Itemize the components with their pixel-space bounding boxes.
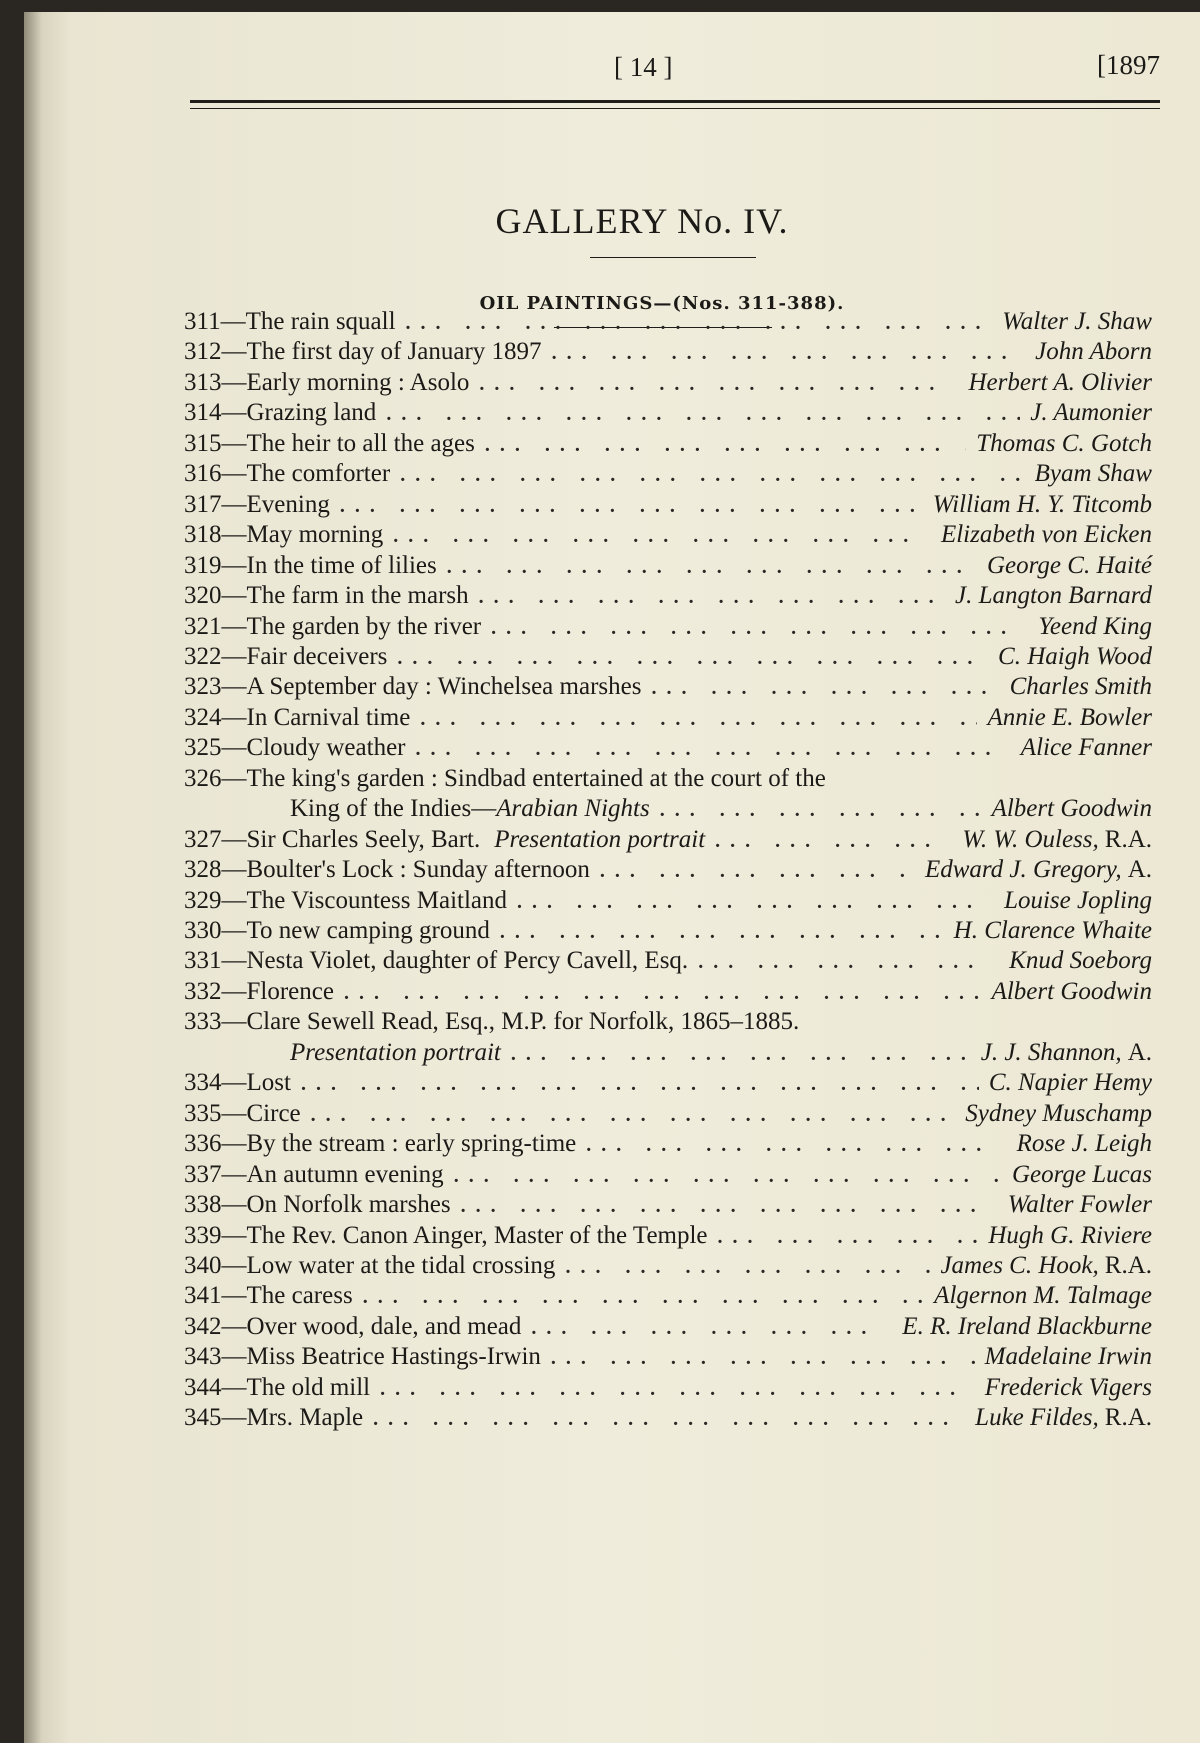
artist-name: Walter J. Shaw [1002,308,1152,335]
leader-dots [380,1378,975,1401]
artist-name: H. Clarence Whaite [953,917,1152,944]
entry-number: 334 [184,1069,222,1097]
artist-name: William H. Y. Titcomb [932,490,1152,518]
entry-title: Clare Sewell Read, Esq., M.P. for Norfolk, 1865–1885. [246,1008,800,1036]
entry-number: 317 [184,490,222,518]
artist-name: Albert Goodwin [991,795,1152,823]
entry-title: The Rev. Canon Ainger, Master of the Temple [246,1221,708,1249]
leader-dots [454,1165,1002,1188]
entry-title: The comforter [246,460,391,488]
entry-title: Early morning : Asolo [246,368,470,396]
leader-dots [344,982,982,1005]
leader-dots [393,525,931,548]
entry-number: 323 [184,673,222,701]
artist-name: Yeend King [1038,612,1152,640]
artist-honour: A. [1127,1038,1152,1066]
leader-dots [461,1195,998,1218]
entry-dash: — [221,1404,247,1432]
entry-number: 333 [184,1008,222,1036]
catalogue-entry [290,795,1152,829]
entry-title: Lost [246,1069,291,1097]
entry-dash: — [221,947,247,975]
entry-title-note: Arabian Nights [496,795,650,823]
artist-honour: R.A. [1104,825,1152,853]
artist-name: Alice Fanner [1020,734,1152,762]
leader-dots [415,738,1010,761]
catalogue-entry [184,1008,1152,1042]
entry-title-note: Presentation portrait [494,825,706,853]
artist-name: Rose J. Leigh [1016,1130,1152,1158]
entry-title: In Carnival time [246,703,411,731]
catalogue-entry [184,521,1152,555]
catalogue-entry [184,1343,1152,1377]
entry-number: 345 [184,1404,222,1432]
artist-name: Charles Smith [1009,673,1152,701]
entry-dash: — [221,1008,247,1036]
entry-number: 312 [184,338,222,366]
leader-dots [586,1134,1006,1157]
artist-name: W. W. Ouless, [962,825,1099,853]
entry-number: 311 [184,308,221,335]
leader-dots [565,1256,930,1279]
catalogue-list [24,12,1200,1743]
leader-dots [397,647,988,670]
catalogue-entry [184,308,1152,342]
leader-dots [552,342,1026,365]
entry-number: 319 [184,551,222,579]
entry-number: 322 [184,643,222,670]
entry-title: The heir to all the ages [246,429,475,457]
entry-dash: — [221,521,247,549]
entry-number: 324 [184,703,222,731]
entry-dash: — [221,490,247,518]
entry-dash: — [221,460,247,488]
entry-title: The first day of January 1897 [246,338,542,366]
entry-dash: — [221,368,247,396]
entry-dash: — [220,308,246,335]
catalogue-entry [184,826,1152,860]
entry-number: 344 [184,1373,222,1401]
entry-number: 331 [184,947,222,975]
artist-name: James C. Hook, [940,1251,1099,1279]
entry-number: 342 [184,1312,222,1340]
artist-name: Luke Fildes, [975,1404,1099,1432]
entry-title-continued: King of the Indies— [290,795,497,823]
artist-name: Herbert A. Olivier [968,368,1152,396]
entry-title: To new camping ground [246,917,490,944]
entry-title: Miss Beatrice Hastings-Irwin [246,1343,541,1371]
leader-dots [386,403,1020,426]
leader-dots [715,830,952,853]
entry-title: The farm in the marsh [246,582,469,609]
artist-name: Elizabeth von Eicken [940,521,1152,549]
catalogue-entry [184,734,1152,768]
leader-dots [660,799,982,822]
entry-number: 341 [184,1282,222,1310]
artist-name: Sydney Muschamp [965,1099,1152,1127]
catalogue-entry [184,1130,1152,1164]
leader-dots [373,1408,965,1431]
artist-name: C. Napier Hemy [988,1069,1152,1097]
catalogue-entry [184,1069,1152,1103]
entry-title: Boulter's Lock : Sunday afternoon [246,856,590,884]
leader-dots [551,1347,975,1370]
artist-name: Byam Shaw [1034,460,1152,488]
leader-dots [651,677,999,700]
catalogue-entry [184,460,1152,494]
entry-title: Florence [246,977,334,1005]
catalogue-entry [184,673,1152,707]
entry-number: 343 [184,1343,222,1371]
leader-dots [311,1104,956,1127]
entry-number: 313 [184,368,222,396]
artist-honour: R.A. [1104,1251,1152,1279]
catalogue-entry [184,491,1152,525]
entry-title: Mrs. Maple [246,1404,364,1432]
catalogue-entry [184,369,1152,403]
entry-title: Fair deceivers [246,643,388,670]
entry-dash: — [221,856,247,884]
entry-number: 325 [184,734,222,762]
entry-title: The old mill [246,1373,371,1401]
catalogue-entry [184,552,1152,586]
catalogue-entry [184,1282,1152,1316]
catalogue-entry [184,613,1152,647]
entry-dash: — [221,977,247,1005]
artist-name: Annie E. Bowler [987,703,1152,731]
entry-dash: — [221,1282,247,1310]
artist-name: Walter Fowler [1007,1191,1152,1218]
entry-title: The rain squall [245,308,396,335]
entry-number: 328 [184,856,222,884]
catalogue-entry [184,1374,1152,1408]
entry-number: 315 [184,429,222,457]
artist-name: George Lucas [1011,1160,1152,1188]
entry-title: Evening [246,490,330,518]
entry-title: Low water at the tidal crossing [246,1251,556,1279]
artist-name: Edward J. Gregory, [924,856,1122,884]
entry-title: Nesta Violet, daughter of Percy Cavell, Esq. [246,947,689,975]
catalogue-entry [184,1161,1152,1195]
artist-name: J. Aumonier [1030,399,1152,427]
entry-number: 335 [184,1099,222,1127]
artist-name: Louise Jopling [1004,886,1152,914]
artist-name: C. Haigh Wood [998,643,1152,670]
artist-name: E. R. Ireland Blackburne [902,1312,1152,1340]
catalogue-entry [290,1039,1152,1073]
entry-dash: — [221,886,247,914]
entry-number: 316 [184,460,222,488]
catalogue-entry [184,947,1152,981]
entry-dash: — [221,1191,247,1218]
entry-dash: — [221,734,247,762]
catalogue-entry [184,765,1152,799]
entry-title: Over wood, dale, and mead [246,1312,522,1340]
catalogue-entry [184,1313,1152,1347]
entry-title: On Norfolk marshes [246,1191,451,1218]
entry-number: 314 [184,399,222,427]
entry-title: The king's garden : Sindbad entertained at the court of the [246,764,826,792]
page-number: [ 14 ] [614,52,673,82]
entry-dash: — [221,703,247,731]
leader-dots [531,1317,892,1340]
entry-title-note: Presentation portrait [290,1038,501,1066]
catalogue-entry [184,856,1152,890]
catalogue-entry [184,978,1152,1012]
entry-title: The Viscountess Maitland [246,886,507,914]
entry-dash: — [221,673,247,701]
entry-number: 330 [184,917,222,944]
catalogue-entry [184,1100,1152,1134]
entry-title: The caress [246,1282,353,1310]
catalogue-page [24,12,1200,1743]
entry-number: 337 [184,1160,222,1188]
page-year: [1897 [1097,50,1160,80]
catalogue-entry [184,582,1152,616]
entry-dash: — [221,1160,247,1188]
entry-dash: — [221,1343,247,1371]
entry-dash: — [221,582,247,609]
catalogue-entry [184,1252,1152,1286]
catalogue-entry [184,917,1152,951]
entry-number: 326 [184,764,222,792]
entry-dash: — [221,1130,247,1158]
catalogue-entry [184,704,1152,738]
entry-dash: — [221,1251,247,1279]
leader-dots [718,1226,979,1249]
catalogue-entry [184,1222,1152,1256]
artist-name: John Aborn [1035,338,1152,366]
entry-title: Sir Charles Seely, Bart. [246,825,481,853]
entry-title: May morning [246,521,384,549]
artist-name: Hugh G. Riviere [988,1221,1152,1249]
section-title: OIL PAINTINGS—(Nos. 311-388). [479,293,845,314]
entry-dash: — [221,1312,247,1340]
leader-dots [363,1286,924,1309]
entry-title: In the time of lilies [246,551,437,579]
entry-dash: — [221,1373,247,1401]
leader-dots [420,708,977,731]
entry-dash: — [221,429,247,457]
entry-title: Circe [246,1099,301,1127]
artist-name: Thomas C. Gotch [976,429,1152,457]
leader-dots [491,617,1028,640]
entry-dash: — [221,825,247,853]
leader-dots [698,951,999,974]
leader-dots [301,1073,979,1096]
catalogue-entry [184,643,1152,677]
leader-dots [447,556,977,579]
leader-dots [517,891,994,914]
catalogue-entry [184,887,1152,921]
entry-dash: — [221,612,247,640]
entry-number: 340 [184,1251,222,1279]
entry-number: 339 [184,1221,222,1249]
gallery-title: GALLERY No. IV. [495,201,789,241]
entry-dash: — [221,1069,247,1097]
entry-number: 318 [184,521,222,549]
leader-dots [479,586,945,609]
entry-dash: — [221,399,247,427]
leader-dots [400,464,1024,487]
catalogue-entry [184,399,1152,433]
entry-number: 327 [184,825,222,853]
catalogue-entry [184,1404,1152,1438]
entry-dash: — [221,1221,247,1249]
entry-number: 332 [184,977,222,1005]
catalogue-entry [184,1191,1152,1225]
entry-number: 321 [184,612,222,640]
leader-dots [511,1043,971,1066]
leader-dots [479,373,958,396]
artist-honour: A. [1127,856,1152,884]
artist-name: Albert Goodwin [991,977,1152,1005]
entry-dash: — [221,551,247,579]
entry-number: 320 [184,582,222,609]
entry-dash: — [221,917,247,944]
entry-title: The garden by the river [246,612,482,640]
entry-title: A September day : Winchelsea marshes [246,673,642,701]
artist-honour: R.A. [1104,1404,1152,1432]
leader-dots [485,434,966,457]
leader-dots [406,312,993,335]
entry-dash: — [221,764,247,792]
artist-name: George C. Haité [986,551,1152,579]
artist-name: J. J. Shannon, [980,1038,1122,1066]
entry-title: An autumn evening [246,1160,444,1188]
entry-dash: — [221,643,247,670]
entry-title: Cloudy weather [246,734,406,762]
artist-name: Knud Soeborg [1009,947,1152,975]
entry-number: 329 [184,886,222,914]
entry-dash: — [221,338,247,366]
leader-dots [600,860,915,883]
entry-dash: — [221,1099,247,1127]
artist-name: J. Langton Barnard [955,582,1152,609]
entry-title: By the stream : early spring-time [246,1130,577,1158]
entry-title: Grazing land [246,399,377,427]
catalogue-entry [184,430,1152,464]
entry-number: 336 [184,1130,222,1158]
artist-name: Madelaine Irwin [984,1343,1152,1371]
leader-dots [340,495,923,518]
artist-name: Frederick Vigers [984,1373,1152,1401]
leader-dots [500,921,944,944]
catalogue-entry [184,338,1152,372]
artist-name: Algernon M. Talmage [934,1282,1152,1310]
entry-number: 338 [184,1191,222,1218]
